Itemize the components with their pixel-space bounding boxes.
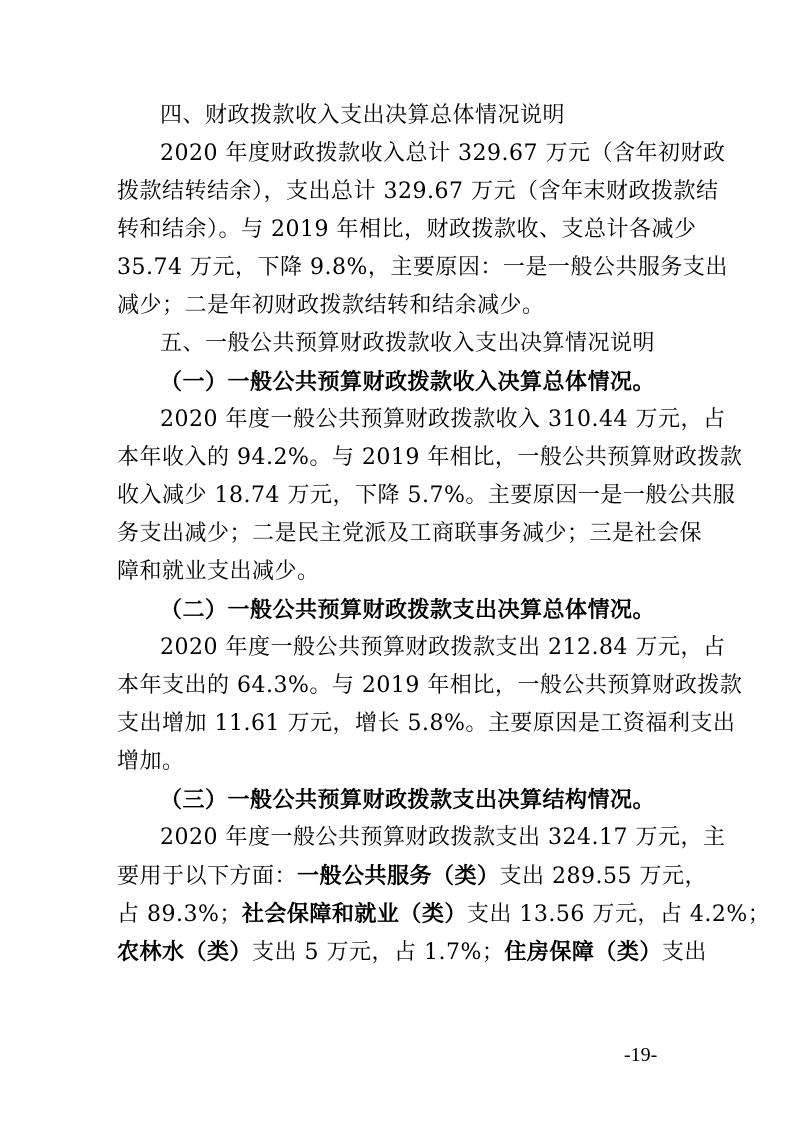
paragraph-line: 转和结余）。与 2019 年相比，财政拨款收、支总计各减少 xyxy=(117,217,697,242)
paragraph-line: 拨款结转结余），支出总计 329.67 万元（含年末财政拨款结 xyxy=(117,179,719,204)
text-run: 支出 289.55 万元， xyxy=(499,864,707,889)
paragraph-line: 2020 年度一般公共预算财政拨款收入 310.44 万元，占 xyxy=(160,407,726,432)
paragraph-line: 2020 年度财政拨款收入总计 329.67 万元（含年初财政 xyxy=(160,141,726,166)
paragraph-line: 2020 年度一般公共预算财政拨款支出 324.17 万元，主 xyxy=(160,825,726,850)
paragraph-line: 增加。 xyxy=(117,749,185,774)
subsection-heading-2: （二）一般公共预算财政拨款支出决算总体情况。 xyxy=(160,597,656,623)
paragraph-line: 35.74 万元，下降 9.8%，主要原因：一是一般公共服务支出 xyxy=(117,255,728,280)
text-run: 支出 xyxy=(661,940,707,965)
paragraph-line xyxy=(0,857,793,895)
category-label: 农林水（类） xyxy=(117,939,253,965)
paragraph-line xyxy=(0,895,793,933)
text-run: 占 89.3%； xyxy=(117,902,242,927)
section-heading-5: 五、一般公共预算财政拨款收入支出决算情况说明 xyxy=(160,331,656,356)
paragraph-line: 本年支出的 64.3%。与 2019 年相比，一般公共预算财政拨款 xyxy=(117,673,743,698)
paragraph-line: 务支出减少；二是民主党派及工商联事务减少；三是社会保 xyxy=(117,521,703,546)
subsection-heading-1: （一）一般公共预算财政拨款收入决算总体情况。 xyxy=(160,369,656,395)
text-run: 支出 13.56 万元，占 4.2%； xyxy=(466,902,771,927)
category-label: 一般公共服务（类） xyxy=(297,863,500,889)
category-label: 住房保障（类） xyxy=(504,939,662,965)
section-heading-4: 四、财政拨款收入支出决算总体情况说明 xyxy=(160,103,566,128)
paragraph-line: 收入减少 18.74 万元，下降 5.7%。主要原因一是一般公共服 xyxy=(117,483,736,508)
paragraph-line: 减少；二是年初财政拨款结转和结余减少。 xyxy=(117,293,545,318)
page-number: -19- xyxy=(624,1044,658,1066)
paragraph-line: 2020 年度一般公共预算财政拨款支出 212.84 万元，占 xyxy=(160,635,726,660)
paragraph-line: 障和就业支出减少。 xyxy=(117,559,320,584)
paragraph-line: 本年收入的 94.2%。与 2019 年相比，一般公共预算财政拨款 xyxy=(117,445,743,470)
subsection-heading-3: （三）一般公共预算财政拨款支出决算结构情况。 xyxy=(160,787,656,813)
paragraph-line: 支出增加 11.61 万元，增长 5.8%。主要原因是工资福利支出 xyxy=(117,711,736,736)
paragraph-line xyxy=(0,933,793,971)
text-run: 要用于以下方面： xyxy=(117,864,298,889)
text-run: 支出 5 万元，占 1.7%； xyxy=(252,940,505,965)
category-label: 社会保障和就业（类） xyxy=(241,901,467,927)
